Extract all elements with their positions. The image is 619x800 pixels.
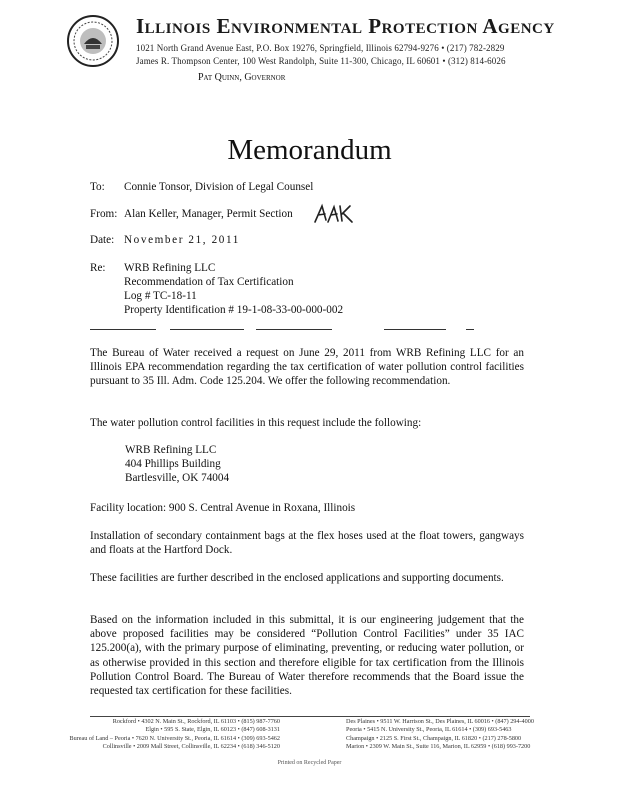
separator-rule	[90, 329, 156, 330]
applicant-address	[125, 443, 229, 486]
recycled-paper-note: Printed on Recycled Paper	[277, 760, 342, 766]
from-value: Alan Keller, Manager, Permit Section	[124, 208, 293, 220]
re-line: Recommendation of Tax Certification	[124, 276, 294, 288]
address-line: WRB Refining LLC	[125, 444, 217, 456]
re-label: Re:	[90, 262, 106, 274]
footer-offices-right	[346, 718, 606, 752]
footer-office: Marion • 2309 W. Main St., Suite 116, Marion, IL 62959 • (618) 993-7200	[346, 743, 531, 751]
footer-office: Peoria • 5415 N. University St., Peoria, IL 61614 • (309) 693-5463	[346, 726, 512, 734]
footer-office: Elgin • 595 S. State, Elgin, IL 60123 • (847) 608-3131	[145, 726, 280, 734]
footer-office: Rockford • 4302 N. Main St., Rockford, IL 61103 • (815) 987-7760	[112, 718, 280, 725]
address-line: Bartlesville, OK 74004	[125, 472, 230, 485]
paragraph-recommendation: Based on the information included in this submittal, it is our engineering judgement that the above proposed facilities may be considered “Pollution Control Facilities” under 35 IAC 125.200(a), with the primary purpose of eliminating, preventing, or reducing water pollution, or as otherwise provided in this section and therefore eligible for tax certification from the Illinois Pollution Control Board. The Bureau of Water therefore recommends that the Board issue the requested tax certification for these facilities.	[90, 614, 524, 698]
governor-name: Pat Quinn, Governor	[198, 72, 286, 83]
from-label: From:	[90, 208, 118, 220]
footer-offices-left	[40, 718, 280, 752]
agency-name: Illinois Environmental Protection Agency	[136, 14, 555, 38]
footer-office: Collinsville • 2009 Mall Street, Collinsville, IL 62234 • (618) 346-5120	[102, 743, 280, 751]
separator-rule	[384, 329, 446, 330]
footer-office: Des Plaines • 9511 W. Harrison St., Des Plaines, IL 60016 • (847) 294-4000	[346, 718, 534, 725]
paragraph-request: The Bureau of Water received a request on June 29, 2011 from WRB Refining LLC for an Illinois EPA recommendation regarding the tax certification of water pollution control facilities pursuant to 35 Ill. Adm. Code 125.204. We offer the following recommendation.	[90, 347, 524, 388]
date-label: Date:	[90, 234, 115, 246]
separator-rule	[170, 329, 244, 330]
paragraph-description: These facilities are further described in the enclosed applications and supporting documents.	[90, 572, 504, 584]
re-line: WRB Refining LLC	[124, 262, 216, 274]
paragraph-facilities-intro: The water pollution control facilities in this request include the following:	[90, 417, 422, 429]
separator-rule	[466, 329, 474, 330]
agency-address-chicago: James R. Thompson Center, 100 West Randolph, Suite 11-300, Chicago, IL 60601 • (312) 814-6026	[136, 56, 506, 66]
footer-rule	[90, 716, 530, 717]
date-value: November 21, 2011	[124, 234, 240, 246]
re-line: Log # TC-18-11	[124, 290, 197, 302]
address-line: 404 Phillips Building	[125, 458, 221, 471]
separator-rule	[256, 329, 332, 330]
footer-office: Champaign • 2125 S. First St., Champaign, IL 61820 • (217) 278-5800	[346, 734, 522, 742]
facility-location: Facility location: 900 S. Central Avenue in Roxana, Illinois	[90, 502, 356, 514]
footer-office: Bureau of Land – Peoria • 7620 N. University St., Peoria, IL 61614 • (309) 693-5462	[69, 734, 280, 742]
paragraph-installation: Installation of secondary containment bags at the flex hoses used at the float towers, gangways and floats at the Hartford Dock.	[90, 530, 524, 557]
memo-title: Memorandum	[227, 134, 392, 166]
to-label: To:	[90, 181, 105, 193]
state-seal-icon	[66, 14, 120, 68]
to-value: Connie Tonsor, Division of Legal Counsel	[124, 181, 314, 193]
agency-address-springfield: 1021 North Grand Avenue East, P.O. Box 19276, Springfield, Illinois 62794-9276 • (217) 782-2829	[136, 43, 505, 53]
signature-initials-icon	[312, 202, 356, 226]
re-line: Property Identification # 19-1-08-33-00-000-002	[124, 304, 344, 316]
